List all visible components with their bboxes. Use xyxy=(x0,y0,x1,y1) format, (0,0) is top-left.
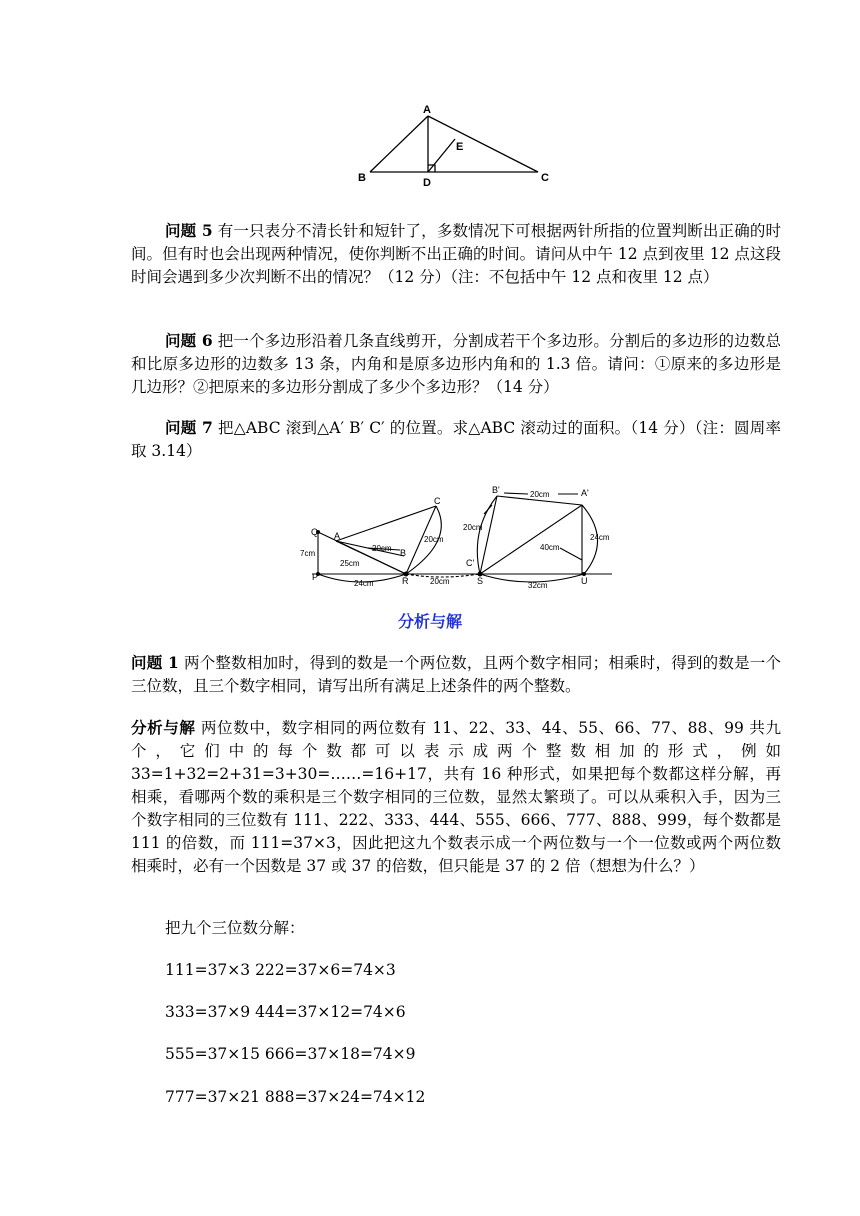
problem-1-title: 问题 1 xyxy=(131,653,179,672)
label-a-left: A xyxy=(334,531,341,541)
measure-20cm-ab: 20cm xyxy=(372,544,392,553)
label-r: R xyxy=(402,576,409,586)
rolling-triangle-figure xyxy=(300,478,620,593)
segment-ac xyxy=(428,116,538,172)
segment-de xyxy=(428,139,455,172)
question-7-title: 问题 7 xyxy=(165,418,213,437)
equation-line: 777=37×21 888=37×24=74×12 xyxy=(165,1088,426,1106)
measure-20cm-bc: 20cm xyxy=(424,535,444,544)
label-p: P xyxy=(312,572,319,582)
label-a-prime: A' xyxy=(581,488,589,498)
measure-32cm: 32cm xyxy=(528,581,548,590)
question-5-title: 问题 5 xyxy=(165,221,213,240)
analysis-paragraph xyxy=(131,716,781,878)
measure-7cm: 7cm xyxy=(300,549,316,558)
label-q: Q xyxy=(311,527,319,537)
measure-25cm: 25cm xyxy=(340,559,360,568)
question-6 xyxy=(131,329,781,399)
question-6-text: 把一个多边形沿着几条直线剪开，分割成若干个多边形。分割后的多边形的边数总和比原多边形的边数多 13 条，内角和是原多边形内角和的 1.3 倍。请问：①原来的多边形是几边形？②把原来的多边形分割成了多少个多边形？（14 分） xyxy=(131,332,781,396)
question-7-text: 把△ABC 滚到△A′ B′ C′ 的位置。求△ABC 滚动过的面积。（14 分）（注：圆周率取 3.14） xyxy=(131,419,781,460)
question-5 xyxy=(131,219,781,289)
question-6-title: 问题 6 xyxy=(165,331,213,350)
label-b-left: B xyxy=(400,548,407,558)
label-d: D xyxy=(423,177,431,189)
label-s: S xyxy=(477,576,484,586)
analysis-title: 分析与解 xyxy=(131,718,196,737)
label-a: A xyxy=(423,104,431,116)
label-e: E xyxy=(456,141,464,153)
label-u: U xyxy=(581,576,588,586)
decompose-intro: 把九个三位数分解： xyxy=(165,919,305,937)
equation-line: 555=37×15 666=37×18=74×9 xyxy=(165,1045,416,1063)
label-c: C xyxy=(541,172,549,184)
problem-1-text: 两个整数相加时，得到的数是一个两位数，且两个数字相同；相乘时，得到的数是一个三位数，且三个数字相同，请写出所有满足上述条件的两个整数。 xyxy=(131,654,781,695)
label-c-prime: C' xyxy=(466,558,475,568)
equation-line: 111=37×3 222=37×6=74×3 xyxy=(165,961,396,979)
problem-1 xyxy=(131,651,781,698)
question-5-text: 有一只表分不清长针和短针了，多数情况下可根据两针所指的位置判断出正确的时间。但有时也会出现两种情况，使你判断不出正确的时间。请问从中午 12 点到夜里 12 点这段时间会遇到多少次判断不出的情况？（12 分）（注：不包括中午 12 点和夜里 12 点） xyxy=(131,222,781,286)
measure-20cm-left: 20cm xyxy=(463,523,483,532)
analysis-text: 两位数中，数字相同的两位数有 11、22、33、44、55、66、77、88、99 共九个，它们中的每个数都可以表示成两个整数相加的形式，例如 33=1+32=2+31=3+30=……=16+17，共有 16 种形式，如果把每个数都这样分解，再相乘，看哪两个数的乘积是三个数字相同的三位数，显然太繁琐了。可以从乘积入手，因为三个数字相同的三位数有 111、222、333、444、555、666、777、888、999，每个数都是 111 的倍数，而 111=37×3，因此把这九个数表示成一个两位数与一个一位数或两个两位数相乘时，必有一个因数是 37 或 37 的倍数，但只能是 37 的 2 倍（想想为什么？） xyxy=(131,719,781,875)
equation-line: 333=37×9 444=37×12=74×6 xyxy=(165,1003,406,1021)
measure-24cm-right: 24cm xyxy=(590,533,610,542)
label-c-left: C xyxy=(434,496,441,506)
triangle-figure xyxy=(350,100,560,192)
question-7 xyxy=(131,416,781,463)
measure-20cm-rs: 20cm xyxy=(430,577,450,586)
segment-ab xyxy=(370,116,428,172)
measure-24cm-pr: 24cm xyxy=(354,579,374,588)
label-b: B xyxy=(358,172,366,184)
measure-20cm-top: 20cm xyxy=(530,490,550,499)
label-b-prime: B' xyxy=(492,485,500,495)
analysis-heading: 分析与解 xyxy=(397,612,462,631)
measure-40cm: 40cm xyxy=(540,543,560,552)
